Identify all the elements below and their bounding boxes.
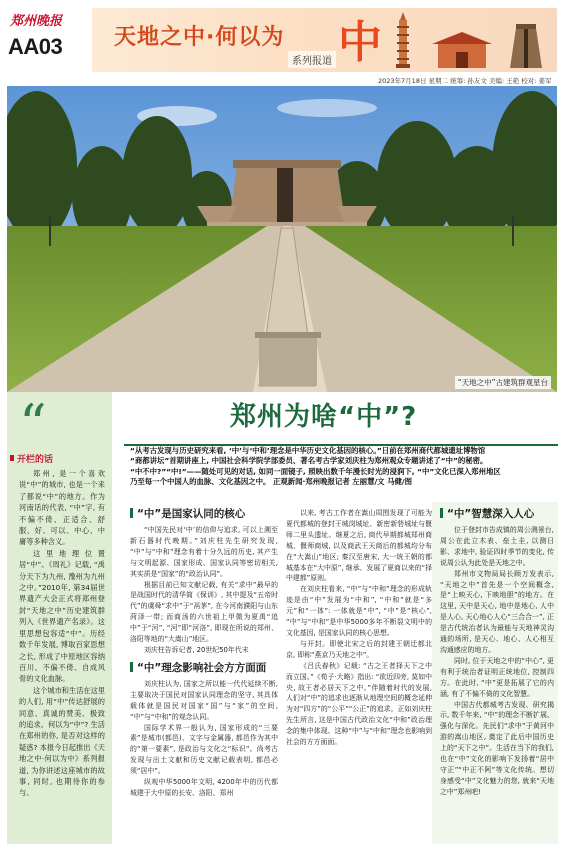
article-paragraph: 刘庆柱告诉记者, 20世纪50年代末 (144, 645, 249, 654)
page-number: AA03 (8, 34, 63, 59)
section-heading: “中”智慧深入人心 (440, 508, 554, 521)
series-label: 系列报道 (288, 51, 336, 68)
article-paragraph: 纵观中华5000年文明, 4200年中的历代都城建于大中原的长安、洛阳、郑州 (130, 778, 278, 797)
article-paragraph: 以来, 考古工作者在嵩山周围发现了可能为夏代都城的登封王城岗城址、新密新砦城址与偃师二里头遗址。继夏之后, 商代早期都城郑州商城、偃师商城, 以及商武王天商后的都城均分布在“大嵩山”地区; 秦汉至唐宋, 大一统王朝的都城基本在“大中原”, 继承、发展了夏商以来的“择中建都”原则。 (286, 509, 433, 583)
article-column-3 (440, 508, 554, 798)
photo-caption: “天地之中”古建筑群观星台 (455, 376, 551, 389)
article-paragraph: “中国先民对‘中’的信仰与追求, 可以上溯至新石器时代晚期。”刘庆柱先生研究发现, “中”与“中和”理念有着十分久远的历史, 其产生与文明起源、国家形成、国家认同等密切相关, 其实质是“国家”的“政治认同”。 (130, 526, 278, 578)
opening-paragraph: 这个城市和生活在这里的人们, 用“中”传达舒展的同意、真诚的赞美、极致的追求。何以为“中”? 生活在郑州的你, 是否对这样的疑惑? 本报今日起推出《天地之中·何以为中》系列报道, 为你讲述这座城市的故事, 同时, 也期待你的参与。 (19, 685, 105, 798)
observatory-photo (7, 86, 557, 392)
article-paragraph: 《吕氏春秋》记载: “古之王者择天下之中而立国。”《荀子·大略》指出: “欲近四旁, 莫如中央, 故王者必居天下之中。”伴随着时代的发展, 人们对“中”的追求也逐渐从地理空间的概念延伸为对“四方”的“公平”“公正”的追求。正如刘庆柱先生所言, 这是中国古代政治文化“中和”政治理念的集中体现。这种“中”与“中和”理念也影响到社会的方方面面。 (286, 661, 432, 747)
quote-mark-icon: “ (19, 393, 47, 456)
lead-line: “中不中?”“中!”——随处可见的对话, 如同一面镜子, 照映出数千年漫长时光的浸润下, “中”文化已深入郑州地区 (130, 466, 501, 476)
article-paragraph: 根据目前已知文献记载, 有关“求中”最早的是战国时代的清华简《保训》, 其中提及“五帝时代”的虞舜“求中”于“鬲茅”, 在今河南濮阳与山东菏泽一带; 而商汤的六世祖上甲微为夏禹“追中”于“河”, “河”即“河洛”, 即现在所说的郑州、洛阳等地的“大嵩山”地区。 (130, 580, 278, 644)
article-paragraph: 郑州市文物局局长顾万发表示, “天地之中”首先是一个空间概念, 是“上映天心, 下映地胆”的地方。在这里, 天中是天心, 地中是地心, 人中是人心, 天心地心人心“三合合一”, 正是古代统治者认为最能与天地神灵沟通的场所, 是天心、地心、人心相互沟通感应的地方。 (440, 569, 554, 654)
article-paragraph: 国际学术界一般认为, 国家形成的“三要素”是城市(都邑)、文字与金属器, 都邑作为其中的“第一要素”, 是政治与文化之“标识”。尚考古发现与出土文献和历史文献记载表明, 都邑必须“居中”。 (130, 723, 278, 776)
article-headline: 郑州为啥“中”? (230, 402, 418, 432)
article-column-1 (130, 508, 278, 799)
article-paragraph: 位于登封市告成镇的周公测景台, 周公在此立木表、垒土圭, 以测日影、求地中, 验证四时季节的变化, 传说周公认为此处是天地之中。 (440, 526, 554, 567)
banner-zhong-character: 中 (338, 17, 382, 68)
opening-paragraph: 这里地理位置居“中”。《周礼》记载, “禹分天下为九州, 豫州为九州之中。”2010年, 第34届世界遗产大会正式将郑州登封“天地之中”历史建筑群列入《世界遗产名录》。这里思想包容适“中”。历经数千年发展, 博取百家思想之长, 形成了中原地区容纳百川、不偏不倚、自成风骨的文化血脉。 (19, 548, 105, 684)
page-header (0, 0, 562, 88)
article-paragraph: 在刘庆柱看来, “中”与“中和”理念的形成轨迹是由“中”发展为“中和”, “中和”就是“多元”和“一体”: 一体就是“中”, “中”是“核心”, “中”与“中和”是中华5000多年不断裂文明中的文化基因, 是国家认同的核心思想。 (286, 585, 432, 637)
newspaper-logo: 郑州晚报 (10, 14, 63, 29)
article-paragraph: 中国古代都城考古发现、研究揭示, 数千年来, “中”的理念不断扩展、强化与深化。先民们“求中”于黄河中游的嵩山地区, 奠定了此后中国历史上的“天下之中”。生活在当下的我们, 也在“中”文化的影响下发扬着“居中守正”“中正不阿”等文化传统。想切身感受“中”文化魅力的您, 就来“天地之中”郑州吧! (440, 700, 554, 796)
pagoda-icon (392, 12, 414, 68)
observatory-icon (502, 22, 550, 68)
article-paragraph: 刘庆柱认为, 国家之所以能一代代延续不断, 主要取决于国民对国家认同理念的坚守, 其具体载体就是国民对国家“国”与“家”的空间, “中”与“中和”的观念认同。 (130, 679, 278, 721)
label-marker (10, 455, 14, 461)
opening-paragraph: 郑州, 是一个喜欢说“中”的城市, 也是一个来了都说“中”的地方。作为河南话的代表, “中”字, 有不偏不倚、正适合、舒服、好、可以、中心、中庸等多种含义。 (19, 469, 105, 547)
opening-note-text (19, 468, 105, 799)
observatory-photo-illustration (7, 86, 557, 392)
lead-line: “从考古发现与历史研究来看, ‘中’与‘中和’理念是中华历史文化基因的核心。”日前在郑州商代都城遗址博物馆 (130, 446, 486, 455)
banner-title: 天地之中·何以为 (114, 25, 285, 50)
article-paragraph: 同时, 位于天地之中的“中心”, 更有利于统治者证明正统地位, 控制四方。在此时, “中”更是拓展了它的内涵, 有了不偏不倚的文化智慧。 (440, 656, 554, 698)
series-banner (92, 8, 557, 72)
gate-icon (432, 32, 492, 68)
section-heading: “中”是国家认同的核心 (130, 508, 278, 521)
lead-line: 乃至每一个中国人的血脉、文化基因之中。 正观新闻·郑州晚报记者 左丽慧/文 马健/图 (130, 477, 412, 487)
opening-note-column (7, 392, 112, 844)
date-credit-line: 2023年7月18日 星期二 统筹: 孙友文 美编: 王艳 校对: 姜军 (378, 77, 552, 85)
article-lead (130, 446, 554, 488)
section-heading: “中”理念影响社会方方面面 (130, 662, 278, 675)
lead-line: “商都讲坛”首期讲座上, 中国社会科学院学部委员、著名考古学家刘庆柱为郑州观众专题讲述了“中”的秘密。 (130, 456, 488, 466)
opening-note-label: 开栏的话 (17, 455, 54, 465)
article-paragraph: 与开封。即使北宋之后的封建王朝迁都北京, 即称“燕京乃天地之中”。 (286, 639, 432, 659)
article-column-2 (286, 508, 432, 748)
